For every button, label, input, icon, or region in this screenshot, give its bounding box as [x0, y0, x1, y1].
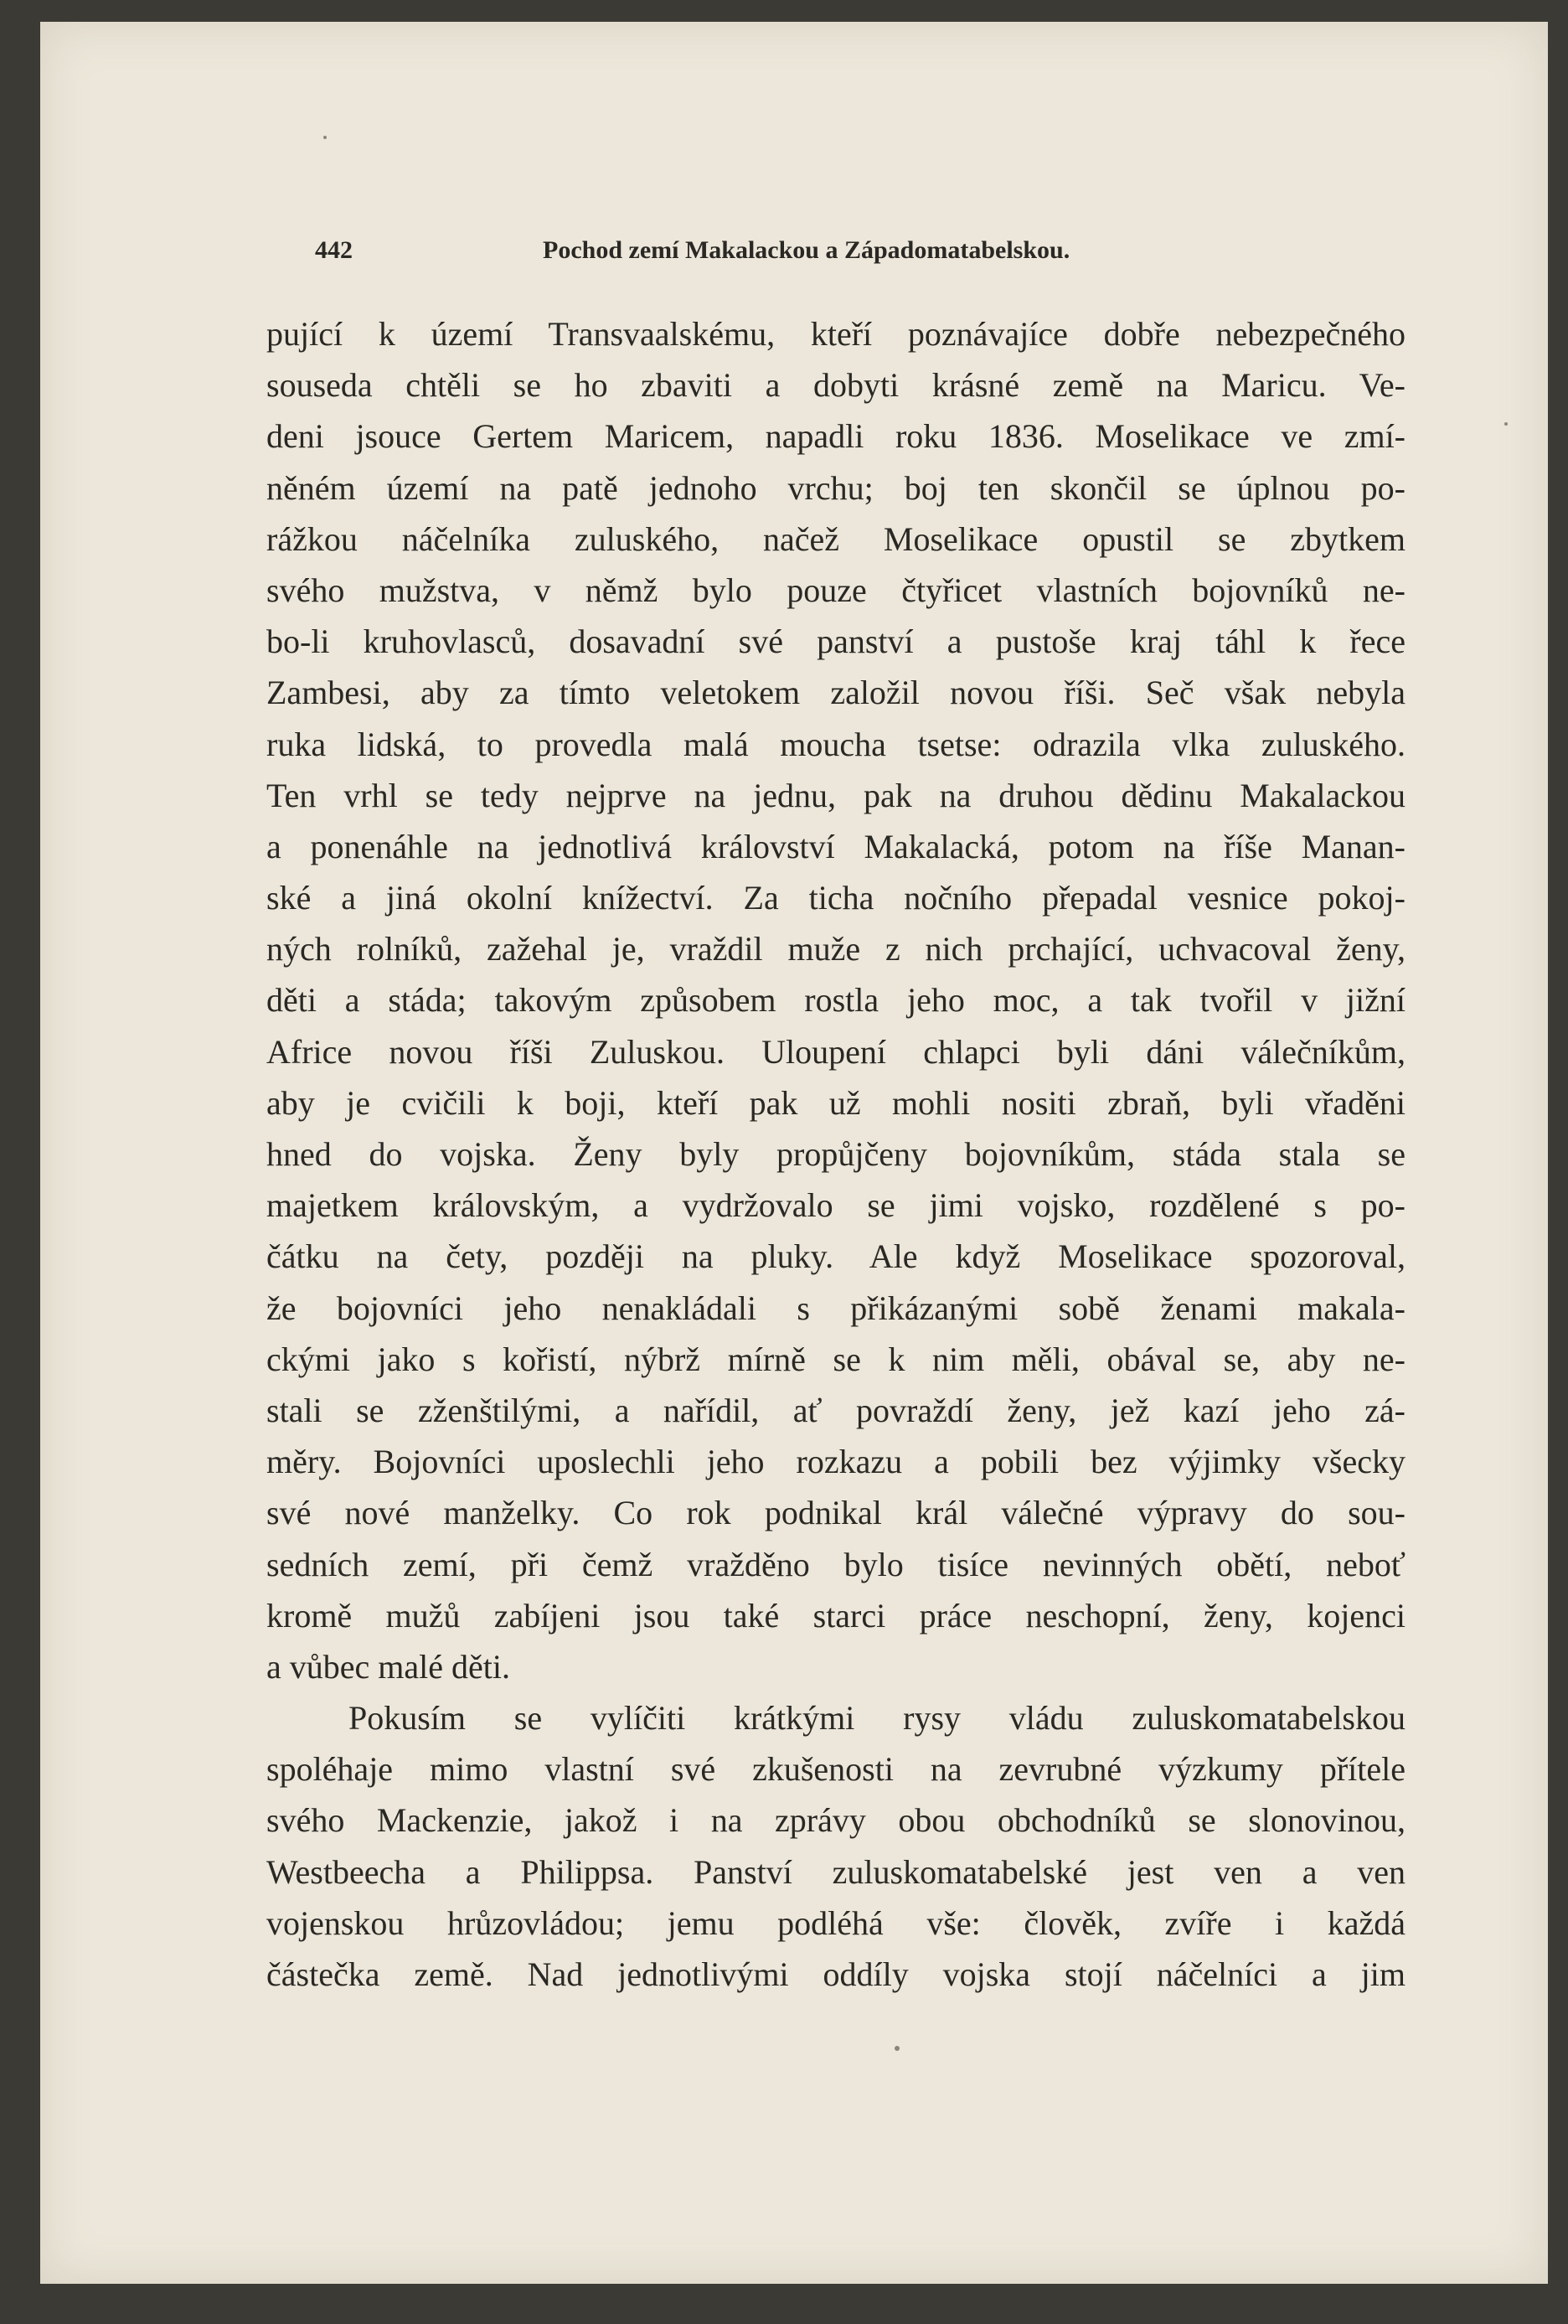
text-line: své nové manželky. Co rok podnikal král válečné výpravy do sou-: [266, 1494, 1406, 1532]
text-line: hned do vojska. Ženy byly propůjčeny bojovníkům, stáda stala se: [266, 1135, 1406, 1173]
paper-speck: [895, 2046, 900, 2051]
text-line: a ponenáhle na jednotlivá království Makalacká, potom na říše Manan-: [266, 827, 1406, 865]
text-line: spoléhaje mimo vlastní své zkušenosti na zevrubné výzkumy přítele: [266, 1750, 1406, 1789]
text-line: rážkou náčelníka zuluského, načež Moselikace opustil se zbytkem: [266, 519, 1406, 558]
text-line: stali se zženštilými, a nařídil, ať povraždí ženy, jež kazí jeho zá-: [266, 1391, 1406, 1429]
paper-speck: [323, 136, 327, 139]
running-title: Pochod zemí Makalackou a Západomatabelskou.: [543, 236, 1070, 264]
text-line: Westbeecha a Philippsa. Panství zuluskomatabelské jest ven a ven: [266, 1852, 1406, 1891]
text-line: ckými jako s kořistí, nýbrž mírně se k nim měli, obával se, aby ne-: [266, 1340, 1406, 1378]
text-line: Pokusím se vylíčiti krátkými rysy vládu zuluskomatabelskou: [348, 1699, 1406, 1738]
paper-speck: [1504, 422, 1508, 426]
text-line: a vůbec malé děti.: [266, 1647, 510, 1686]
text-line: aby je cvičili k boji, kteří pak už mohli nositi zbraň, byli vřaděni: [266, 1083, 1406, 1122]
text-line: majetkem královským, a vydržovalo se jimi vojsko, rozdělené s po-: [266, 1186, 1406, 1225]
text-line: že bojovníci jeho nenakládali s přikázanými sobě ženami makala-: [266, 1289, 1406, 1327]
text-line: bo-li kruhovlasců, dosavadní své panství a pustoše kraj táhl k řece: [266, 622, 1406, 661]
text-line: kromě mužů zabíjeni jsou také starci práce neschopní, ženy, kojenci: [266, 1596, 1406, 1635]
text-line: Zambesi, aby za tímto veletokem založil novou říši. Seč však nebyla: [266, 674, 1406, 712]
text-line: Ten vrhl se tedy nejprve na jednu, pak na druhou dědinu Makalackou: [266, 776, 1406, 814]
text-line: ných rolníků, zažehal je, vraždil muže z nich prchající, uchvacoval ženy,: [266, 930, 1406, 968]
text-line: svého Mackenzie, jakož i na zprávy obou obchodníků se slonovinou,: [266, 1801, 1406, 1840]
text-line: svého mužstva, v němž bylo pouze čtyřicet vlastních bojovníků ne-: [266, 571, 1406, 609]
text-line: ruka lidská, to provedla malá moucha tsetse: odrazila vlka zuluského.: [266, 725, 1406, 763]
page-header: [315, 236, 1220, 278]
text-line: Africe novou říši Zuluskou. Uloupení chlapci byli dáni válečníkům,: [266, 1032, 1406, 1071]
text-line: deni jsouce Gertem Maricem, napadli roku 1836. Moselikace ve zmí-: [266, 417, 1406, 456]
page-number: 442: [315, 236, 353, 264]
text-line: měry. Bojovníci uposlechli jeho rozkazu a pobili bez výjimky všecky: [266, 1443, 1406, 1481]
text-line: děti a stáda; takovým způsobem rostla jeho moc, a tak tvořil v jižní: [266, 981, 1406, 1020]
text-line: ské a jiná okolní knížectví. Za ticha nočního přepadal vesnice pokoj-: [266, 879, 1406, 917]
text-line: vojenskou hrůzovládou; jemu podléhá vše: člověk, zvíře i každá: [266, 1903, 1406, 1942]
text-line: pující k území Transvaalskému, kteří poznávajíce dobře nebezpečného: [266, 315, 1406, 353]
text-line: sedních zemí, při čemž vražděno bylo tisíce nevinných obětí, neboť: [266, 1545, 1406, 1583]
body-text: [266, 308, 1406, 2000]
text-line: částečka země. Nad jednotlivými oddíly vojska stojí náčelníci a jim: [266, 1955, 1406, 1993]
text-line: souseda chtěli se ho zbaviti a dobyti krásné země na Maricu. Ve-: [266, 366, 1406, 405]
text-line: čátku na čety, později na pluky. Ale když Moselikace spozoroval,: [266, 1237, 1406, 1276]
text-line: něném území na patě jednoho vrchu; boj ten skončil se úplnou po-: [266, 468, 1406, 507]
